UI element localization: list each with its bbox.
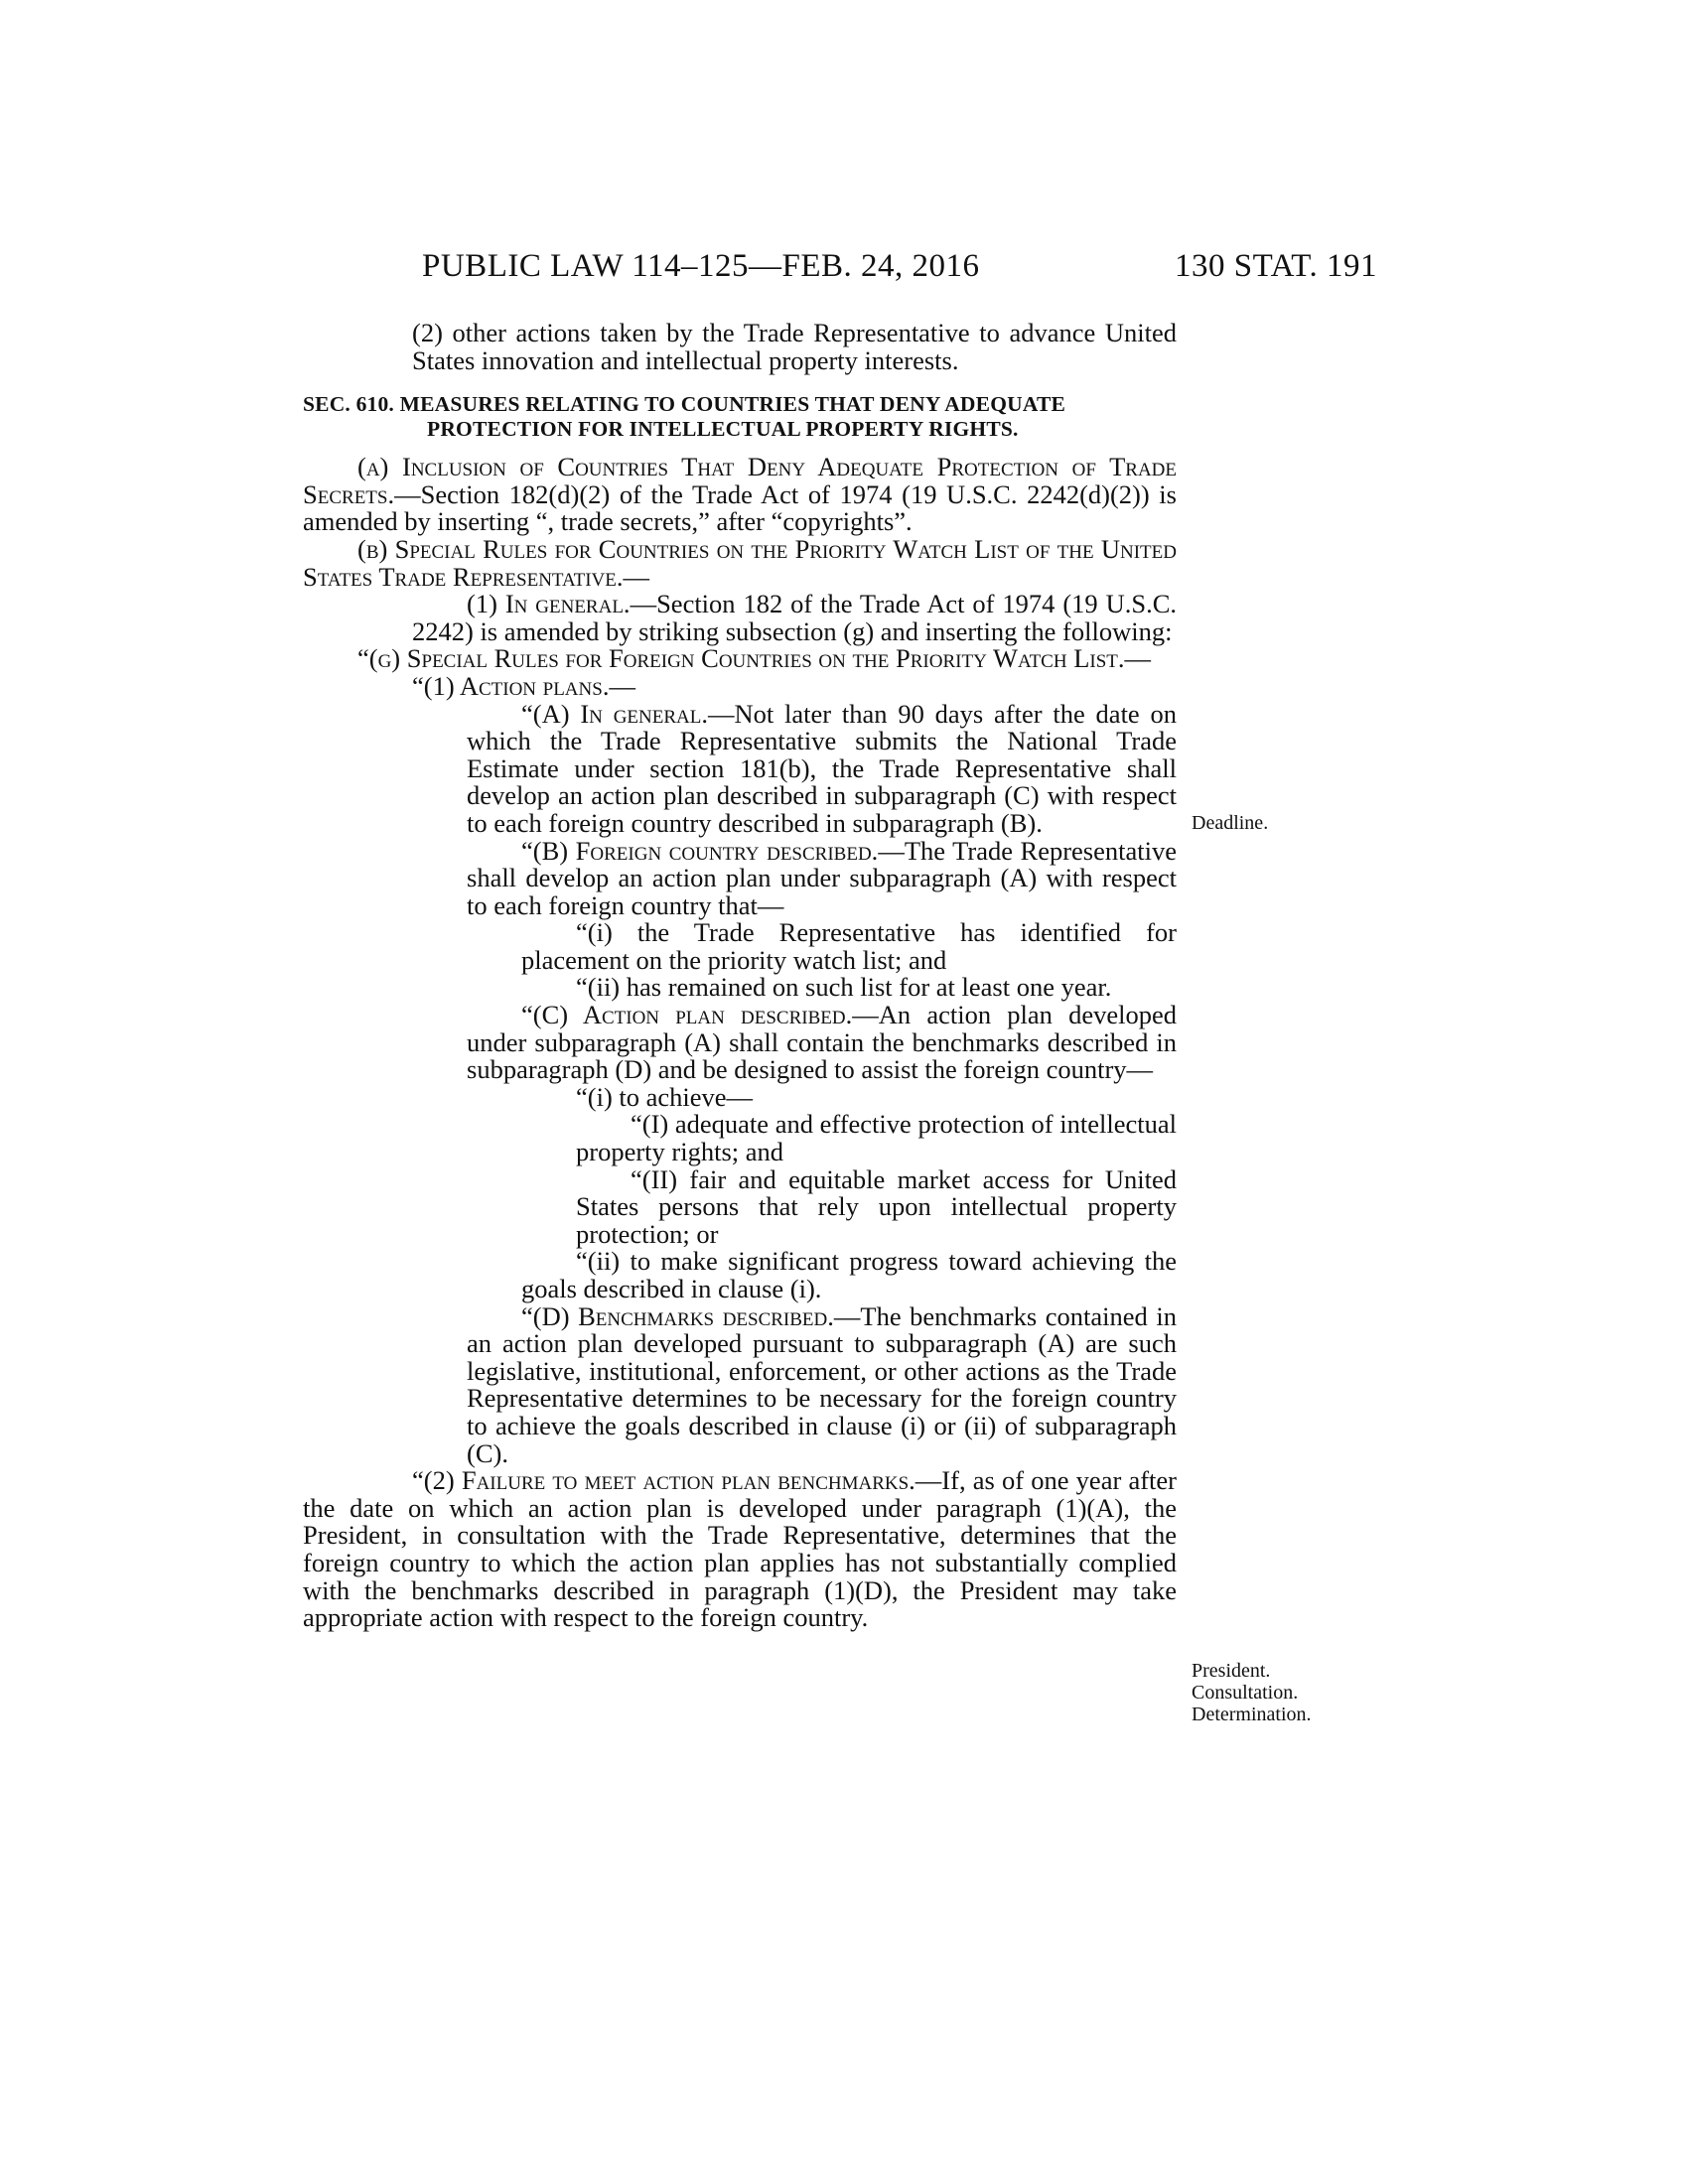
margin-note-group <box>1192 1660 1312 1725</box>
subparagraph-B-heading: “(B) Foreign country described. <box>521 835 879 866</box>
margin-note-deadline <box>1192 812 1268 834</box>
subparagraph-C-text: —An action plan developed under subparagraph (A) shall contain the benchmarks described in subparagraph (D) and be designed to assist the foreign country— <box>467 1000 1177 1085</box>
subparagraph-A-text: —Not later than 90 days after the date on which the Trade Representative submits the National Trade Estimate under section 181(b), the Trade Representative shall develop an action plan described in subparagraph (C) with respect to each foreign country described in subparagraph (B). <box>467 698 1177 838</box>
paragraph-g2-heading: “(2) Failure to meet action plan benchmarks. <box>412 1465 915 1496</box>
margin-note-determination: Determination. <box>1192 1704 1312 1725</box>
paragraph-prev-2: (2) other actions taken by the Trade Representative to advance United States innovation and intellectual property interests. <box>412 318 1177 375</box>
subparagraph-C-heading: “(C) Action plan described. <box>521 1000 853 1030</box>
subclause-C-II: “(II) fair and equitable market access for United States persons that rely upon intellectual property protection; or <box>576 1163 1177 1249</box>
paragraph-g2-text: —If, as of one year after the date on which an action plan is developed under paragraph (1)(A), the President, in consultation with the Trade Representative, determines that the foreign country to which the action plan applies has not substantially complied with the benchmarks described in paragraph (1)(D), the President may take appropriate action with respect to the foreign country. <box>303 1465 1177 1633</box>
subsection-g <box>303 645 1177 673</box>
subsection-a <box>303 454 1177 536</box>
margin-note-president: President. <box>1192 1660 1271 1682</box>
paragraph-b1 <box>303 591 1177 645</box>
subsection-b-text: — <box>623 561 650 592</box>
margin-note-consultation: Consultation. <box>1192 1682 1299 1704</box>
subsection-b-heading: (b) Special Rules for Countries on the Priority Watch List of the United States Trade Representative. <box>303 533 1177 592</box>
paragraph-g1 <box>303 670 1177 701</box>
subparagraph-D-text: —The benchmarks contained in an action plan developed pursuant to subparagraph (A) are such legislative, institutional, enforcement, or other actions as the Trade Representative determines to be necessary for the foreign country to achieve the goals described in clause (i) or (ii) of subparagraph (C). <box>467 1300 1178 1468</box>
subparagraph-C <box>303 1002 1177 1084</box>
subsection-g-heading: “(g) Special Rules for Foreign Countries on the Priority Watch List. <box>357 643 1125 674</box>
clause-B-ii: “(ii) has remained on such list for at least one year. <box>576 972 1112 1003</box>
section-heading: SEC. 610. MEASURES RELATING TO COUNTRIES THAT DENY ADEQUATE PROTECTION FOR INTELLECTUAL PROPERTY RIGHTS. <box>303 392 1066 442</box>
subsection-b <box>303 533 1177 592</box>
document-body <box>303 320 1177 1632</box>
clause-C-ii: “(ii) to make significant progress toward achieving the goals described in clause (i). <box>521 1246 1177 1303</box>
subparagraph-A-heading: “(A) In general. <box>521 698 708 729</box>
statute-page-number: 130 STAT. 191 <box>1174 248 1377 284</box>
subparagraph-D-heading: “(D) Benchmarks described. <box>521 1300 834 1331</box>
subsection-g-text: — <box>1124 643 1152 674</box>
subclause-C-I: “(I) adequate and effective protection of intellectual property rights; and <box>576 1109 1177 1167</box>
clause-C-i: “(i) to achieve— <box>576 1081 754 1112</box>
paragraph-b1-heading: (1) In general. <box>467 589 631 619</box>
paragraph-g1-heading: “(1) Action plans. <box>412 670 610 701</box>
margin-note-deadline-text: Deadline. <box>1192 812 1269 834</box>
running-head: PUBLIC LAW 114–125—FEB. 24, 2016 <box>422 248 980 284</box>
subsection-a-heading: (a) Inclusion of Countries That Deny Adequate Protection of Trade Secrets. <box>303 452 1177 509</box>
paragraph-b1-text: —Section 182 of the Trade Act of 1974 (19 U.S.C. 2242) is amended by striking subsection (g) and inserting the following: <box>412 589 1177 646</box>
subparagraph-D <box>303 1300 1178 1468</box>
paragraph-g1-text: — <box>609 670 635 701</box>
subparagraph-B <box>303 835 1177 920</box>
subsection-a-text: —Section 182(d)(2) of the Trade Act of 1974 (19 U.S.C. 2242(d)(2)) is amended by inserting “, trade secrets,” after “copyrights”. <box>303 478 1177 537</box>
clause-B-i: “(i) the Trade Representative has identified for placement on the priority watch list; and <box>521 917 1177 975</box>
subparagraph-A <box>303 698 1177 838</box>
subparagraph-B-text: —The Trade Representative shall develop an action plan under subparagraph (A) with respect to each foreign country that— <box>467 835 1177 920</box>
paragraph-g2 <box>303 1467 1177 1632</box>
